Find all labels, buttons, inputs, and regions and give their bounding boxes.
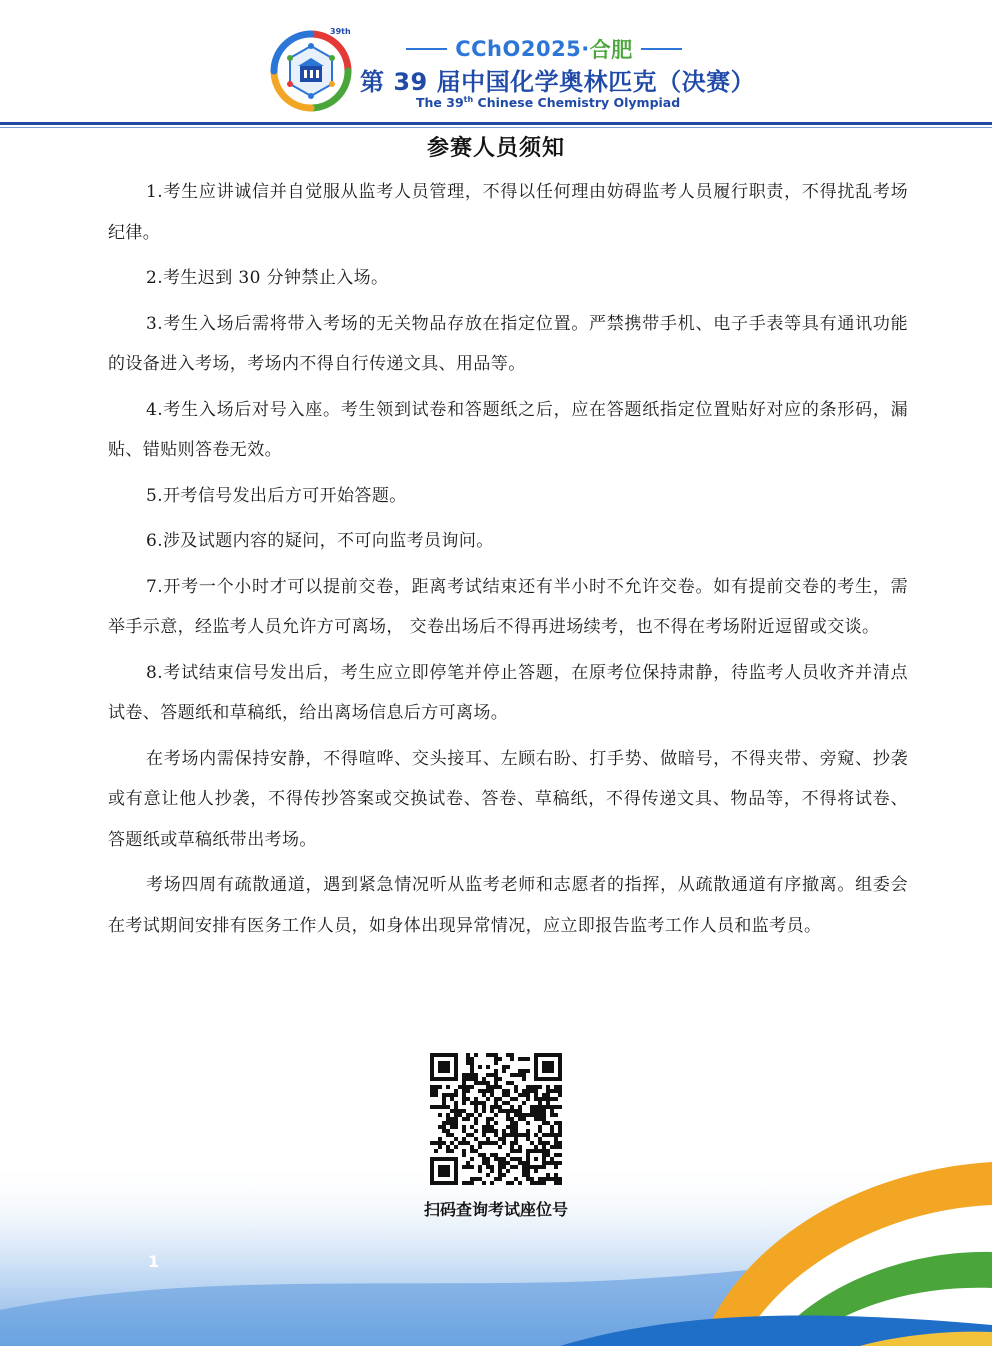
qr-caption: 扫码查询考试座位号 [423, 1200, 568, 1219]
olympiad-logo-icon [268, 28, 354, 114]
english-title: The 39th Chinese Chemistry Olympiad [416, 95, 681, 111]
rule-paragraph: 1.考生应讲诚信并自觉服从监考人员管理，不得以任何理由妨碍监考人员履行职责，不得扰乱考场纪律。 [108, 182, 908, 243]
header-divider [0, 122, 992, 125]
svg-text:39th: 39th [330, 27, 351, 36]
rule-paragraph: 7.开考一个小时才可以提前交卷，距离考试结束还有半小时不允许交卷。如有提前交卷的考生，需举手示意，经监考人员允许方可离场， 交卷出场后不得再进场续考，也不得在考场附近逗留或交谈。 [108, 576, 908, 637]
header-divider-thin [0, 127, 992, 128]
rule-paragraph: 在考场内需保持安静，不得喧哗、交头接耳、左顾右盼、打手势、做暗号，不得夹带、旁窥、抄袭或有意让他人抄袭，不得传抄答案或交换试卷、答卷、草稿纸，不得传递文具、物品等，不得将试卷、答题纸或草稿纸带出考场。 [108, 748, 908, 850]
page-header [0, 0, 992, 128]
page-title: 参赛人员须知 [426, 136, 565, 161]
brand-dash-right [641, 48, 682, 50]
rules-body [108, 172, 908, 951]
rule-paragraph: 8.考试结束信号发出后，考生应立即停笔并停止答题，在原考位保持肃静，待监考人员收齐并清点试卷、答题纸和草稿纸，给出离场信息后方可离场。 [108, 662, 908, 723]
rule-paragraph: 考场四周有疏散通道，遇到紧急情况听从监考老师和志愿者的指挥，从疏散通道有序撤离。组委会在考试期间安排有医务工作人员，如身体出现异常情况，应立即报告监考工作人员和监考员。 [108, 875, 908, 936]
rule-paragraph: 3.考生入场后需将带入考场的无关物品存放在指定位置。严禁携带手机、电子手表等具有通讯功能的设备进入考场，考场内不得自行传递文具、用品等。 [108, 313, 908, 374]
seat-lookup-qr-code[interactable] [430, 1053, 562, 1185]
brand-city: 合肥 [589, 38, 633, 62]
rule-paragraph: 6.涉及试题内容的疑问，不可向监考员询问。 [146, 531, 494, 551]
page-number: 1 [148, 1252, 160, 1271]
brand-separator: · [581, 37, 590, 61]
rule-paragraph: 5.开考信号发出后方可开始答题。 [146, 485, 407, 506]
brand-line [398, 36, 690, 62]
rule-paragraph: 2.考生迟到 30 分钟禁止入场。 [146, 268, 389, 288]
brand-dash-left [406, 48, 447, 50]
brand-name: CChO2025 [455, 37, 582, 61]
edition-title: 第 39 届中国化学奥林匹克（决赛） [360, 68, 756, 96]
rule-paragraph: 4.考生入场后对号入座。考生领到试卷和答题纸之后，应在答题纸指定位置贴好对应的条形码，漏贴、错贴则答卷无效。 [108, 399, 908, 460]
edition-badge [330, 24, 360, 38]
